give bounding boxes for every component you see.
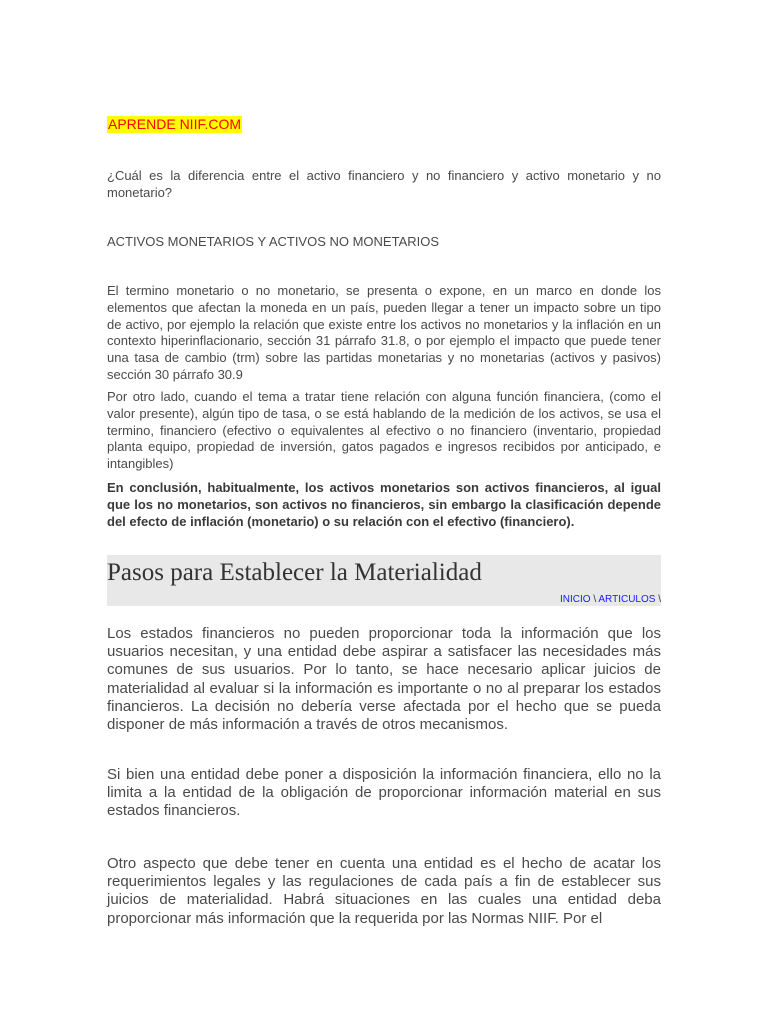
breadcrumb-separator-trailing: \ [658, 594, 661, 605]
article-title: Pasos para Establecer la Materialidad [107, 559, 482, 586]
intro-paragraph-conclusion: En conclusión, habitualmente, los activos monetarios son activos financieros, al igual que los no monetarios, son activos no financieros, sin embargo la clasificación depende del efecto de inflación (monetario) o su relación con el efectivo (financiero). [107, 480, 661, 529]
breadcrumb [560, 594, 661, 606]
article-title-box [107, 555, 661, 606]
article-paragraph-2: Si bien una entidad debe poner a disposición la información financiera, ello no la limita a la entidad de la obligación de proporcionar información material en sus estados financieros. [107, 766, 661, 820]
section-heading: ACTIVOS MONETARIOS Y ACTIVOS NO MONETARIOS [107, 234, 440, 249]
article-paragraph-3: Otro aspecto que debe tener en cuenta una entidad es el hecho de acatar los requerimientos legales y las regulaciones de cada país a fin de establecer sus juicios de materialidad. Habrá situaciones en las cuales una entidad deba proporcionar más información que la requerida por las Normas NIIF. Por el [107, 855, 661, 927]
article-paragraph-1: Los estados financieros no pueden proporcionar toda la información que los usuarios necesitan, y una entidad debe aspirar a satisfacer las necesidades más comunes de sus usuarios. Por lo tanto, se hace necesario aplicar juicios de materialidad al evaluar si la información es importante o no al preparar los estados financieros. La decisión no debería verse afectada por el hecho que se pueda disponer de más información a través de otros mecanismos. [107, 625, 661, 734]
intro-paragraph-financial: Por otro lado, cuando el tema a tratar tiene relación con alguna función financiera, (como el valor presente), algún tipo de tasa, o se está hablando de la medición de los activos, se usa el termino, financiero (efectivo o equivalentes al efectivo o no financiero (inventario, propiedad planta equipo, propiedad de inversión, gatos pagados e ingresos recibidos por anticipado, e intangibles) [107, 389, 661, 472]
question-text: ¿Cuál es la diferencia entre el activo financiero y no financiero y activo monetario y no monetario? [107, 168, 661, 200]
intro-paragraph-monetary: El termino monetario o no monetario, se presenta o expone, en un marco en donde los elementos que afectan la moneda en un país, pueden llegar a tener un impacto sobre un tipo de activo, por ejemplo la relación que existe entre los activos no monetarios y la inflación en un contexto hiperinflacionario, sección 31 párrafo 31.8, o por ejemplo el impacto que puede tener una tasa de cambio (trm) sobre las partidas monetarias y no monetarias (activos y pasivos) sección 30 párrafo 30.9 [107, 283, 661, 382]
site-brand-label: APRENDE NIIF.COM [108, 116, 242, 132]
breadcrumb-home-link[interactable]: INICIO [560, 594, 591, 605]
breadcrumb-separator: \ [593, 594, 597, 605]
breadcrumb-articles-link[interactable]: ARTICULOS [598, 594, 656, 605]
